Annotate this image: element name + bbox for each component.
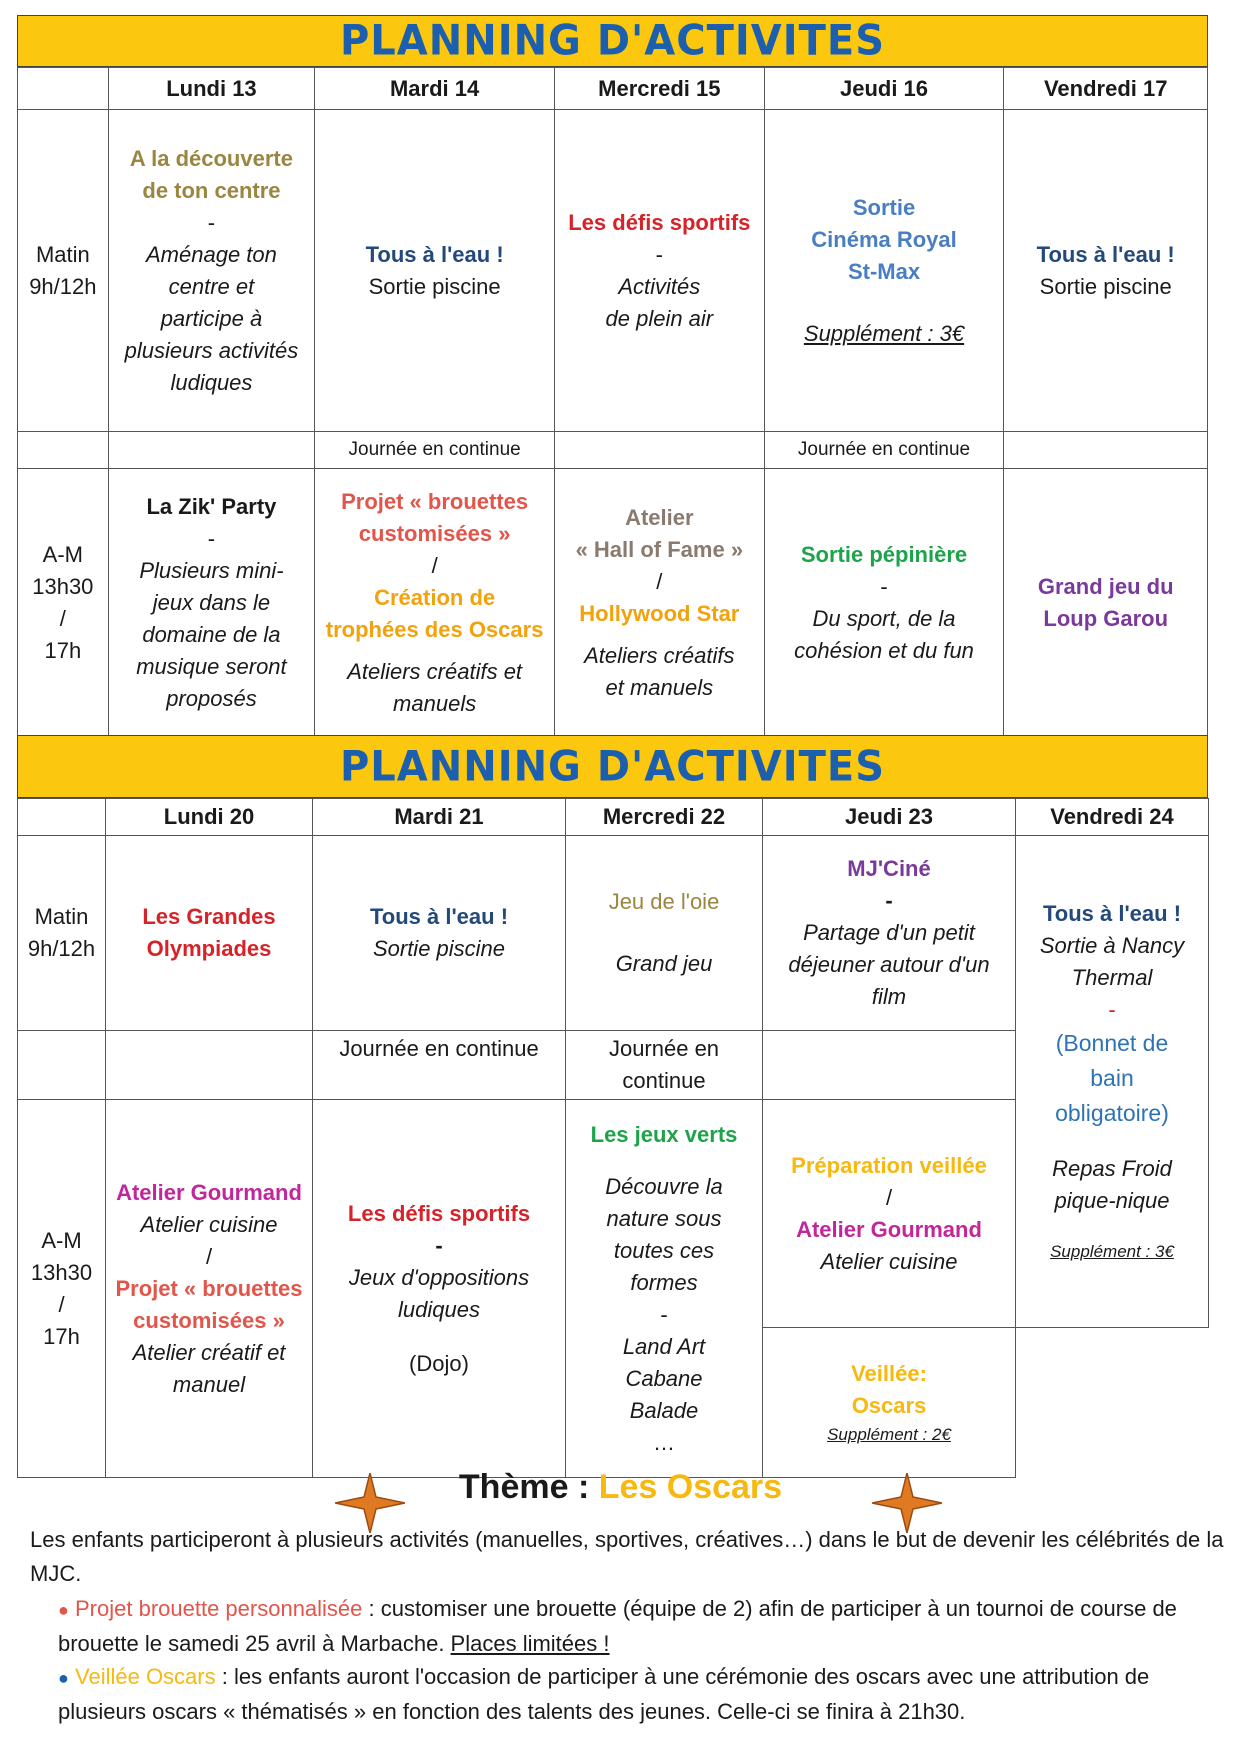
- week1-morning-lundi: A la découverte de ton centre - Aménage ton centre et participe à plusieurs activités ludiques: [108, 110, 315, 432]
- theme-title: Thème : Les Oscars: [458, 1468, 783, 1506]
- week1-morning-label: Matin 9h/12h: [18, 110, 109, 432]
- week2-afternoon-mardi: Les défis sportifs - Jeux d'oppositions ludiques (Dojo): [313, 1100, 566, 1478]
- week1-morning-jeudi: Sortie Cinéma Royal St-Max Supplément : 3€: [764, 110, 1004, 432]
- week1-table: [17, 67, 1208, 737]
- week2-morning-mercredi: Jeu de l'oie Grand jeu: [566, 836, 763, 1031]
- week1-afternoon-row: [18, 469, 1208, 737]
- bullet-brouette: ● Projet brouette personnalisée : customiser une brouette (équipe de 2) afin de participer à un tournoi de course de brouette le samedi 25 avril à Marbache. Places limitées !: [58, 1596, 1177, 1656]
- week2-afternoon-label: A-M 13h30 / 17h: [18, 1100, 106, 1478]
- week2-day-5: Vendredi 24: [1016, 799, 1209, 836]
- bullet-veillee: ● Veillée Oscars : les enfants auront l'occasion de participer à une cérémonie des oscars avec une attribution de plusieurs oscars « thématisés » en fonction des talents des jeunes. Celle-ci se finira à 21h30.: [58, 1664, 1150, 1724]
- week1-header-row: [18, 68, 1208, 110]
- week2-header-row: [18, 799, 1209, 836]
- week2-banner-title: PLANNING D'ACTIVITES: [339, 742, 886, 791]
- week1-afternoon-lundi: La Zik' Party - Plusieurs mini- jeux dans le domaine de la musique seront proposés: [108, 469, 315, 737]
- intro-paragraph: Les enfants participeront à plusieurs activités (manuelles, sportives, créatives…) dans le but de devenir les célébrités de la MJC.: [30, 1527, 1224, 1586]
- week2-table: [17, 798, 1209, 1478]
- week2-morning-lundi: Les Grandes Olympiades: [106, 836, 313, 1031]
- week2-day-1: Lundi 20: [106, 799, 313, 836]
- week1-day-1: Lundi 13: [108, 68, 315, 110]
- week1-banner: [17, 15, 1208, 67]
- week1-continue-row: [18, 432, 1208, 469]
- week1-continue-jeudi: Journée en continue: [764, 432, 1004, 469]
- week2-continue-mardi: Journée en continue: [313, 1031, 566, 1100]
- week2-morning-row: [18, 836, 1209, 1031]
- week1-afternoon-vendredi: Grand jeu du Loup Garou: [1004, 469, 1208, 737]
- week1-afternoon-mercredi: Atelier « Hall of Fame » / Hollywood Star Ateliers créatifs et manuels: [555, 469, 765, 737]
- week2-day-4: Jeudi 23: [763, 799, 1016, 836]
- week2-afternoon-jeudi-top: Préparation veillée / Atelier Gourmand Atelier cuisine: [763, 1100, 1016, 1328]
- week1-banner-title: PLANNING D'ACTIVITES: [339, 16, 886, 66]
- week2-banner: [17, 735, 1208, 798]
- week1-day-5: Vendredi 17: [1004, 68, 1208, 110]
- week1-continue-mardi: Journée en continue: [315, 432, 555, 469]
- week1-morning-mercredi: Les défis sportifs - Activités de plein air: [555, 110, 765, 432]
- week1-afternoon-jeudi: Sortie pépinière - Du sport, de la cohésion et du fun: [764, 469, 1004, 737]
- week1-afternoon-label: A-M 13h30 / 17h: [18, 469, 109, 737]
- week1-afternoon-mardi: Projet « brouettes customisées » / Création de trophées des Oscars Ateliers créatifs et manuels: [315, 469, 555, 737]
- week2-afternoon-mercredi: Les jeux verts Découvre la nature sous toutes ces formes - Land Art Cabane Balade …: [566, 1100, 763, 1478]
- week1-day-4: Jeudi 16: [764, 68, 1004, 110]
- week2-morning-jeudi: MJ'Ciné - Partage d'un petit déjeuner autour d'un film: [763, 836, 1016, 1031]
- week2-morning-mardi: Tous à l'eau ! Sortie piscine: [313, 836, 566, 1031]
- week1-day-2: Mardi 14: [315, 68, 555, 110]
- week2-morning-label: Matin 9h/12h: [18, 836, 106, 1031]
- week2-continue-mercredi: Journée en continue: [566, 1031, 763, 1100]
- week1-morning-vendredi: Tous à l'eau ! Sortie piscine: [1004, 110, 1208, 432]
- week2-afternoon-jeudi-bottom: Veillée: Oscars Supplément : 2€: [763, 1328, 1016, 1478]
- week2-day-3: Mercredi 22: [566, 799, 763, 836]
- week1-morning-row: [18, 110, 1208, 432]
- week1-morning-mardi: Tous à l'eau ! Sortie piscine: [315, 110, 555, 432]
- bullet-icon: ●: [58, 1668, 69, 1688]
- week2-afternoon-lundi: Atelier Gourmand Atelier cuisine / Projet « brouettes customisées » Atelier créatif et manuel: [106, 1100, 313, 1478]
- week1-day-3: Mercredi 15: [555, 68, 765, 110]
- week2-vendredi-fullday: Tous à l'eau ! Sortie à Nancy Thermal - (Bonnet de bain obligatoire) Repas Froid pique-nique Supplément : 3€: [1016, 836, 1209, 1328]
- week2-day-2: Mardi 21: [313, 799, 566, 836]
- bullet-icon: ●: [58, 1600, 69, 1620]
